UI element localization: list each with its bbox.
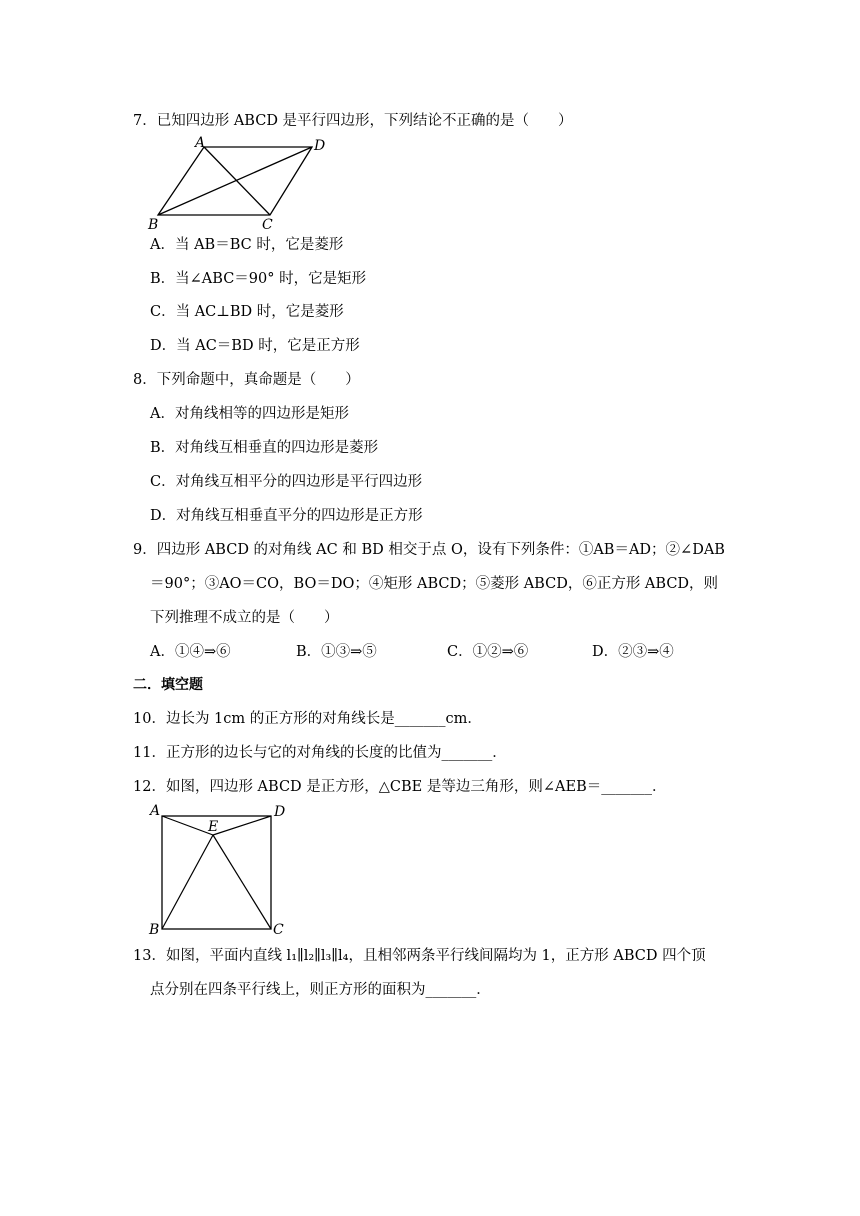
label-a: A — [150, 803, 161, 819]
label-e: E — [208, 819, 219, 835]
q9-option-d: D．②③⇒④ — [592, 644, 674, 660]
label-c: C — [262, 217, 273, 233]
label-d: D — [314, 138, 326, 154]
q7-option-d: D．当 AC＝BD 时，它是正方形 — [150, 338, 360, 354]
q11-stem: 11．正方形的边长与它的对角线的长度的比值为_______． — [133, 745, 507, 761]
segment-de — [213, 816, 271, 835]
q13-line-2: 点分别在四条平行线上，则正方形的面积为_______． — [150, 982, 491, 998]
label-a: A — [195, 135, 206, 151]
diagonal-ac — [204, 147, 270, 215]
q7-option-c: C．当 AC⊥BD 时，它是菱形 — [150, 304, 344, 320]
q7-option-b: B．当∠ABC＝90° 时，它是矩形 — [150, 271, 367, 287]
q8-option-b: B．对角线互相垂直的四边形是菱形 — [150, 440, 379, 456]
label-b: B — [148, 217, 159, 233]
q9-option-a: A．①④⇒⑥ — [150, 644, 231, 660]
label-b: B — [149, 922, 160, 938]
segment-ce — [213, 835, 271, 929]
q10-stem: 10．边长为 1cm 的正方形的对角线长是_______cm． — [133, 711, 482, 727]
q9-line-2: ＝90°；③AO＝CO，BO＝DO；④矩形 ABCD；⑤菱形 ABCD，⑥正方形 ABCD，则 — [150, 576, 719, 592]
q8-option-d: D．对角线互相垂直平分的四边形是正方形 — [150, 508, 423, 524]
label-d: D — [274, 804, 286, 820]
label-c: C — [273, 922, 284, 938]
square-figure — [145, 800, 305, 940]
q9-option-b: B．①③⇒⑤ — [296, 644, 377, 660]
segment-ae — [162, 816, 213, 835]
q13-line-1: 13．如图，平面内直线 l₁∥l₂∥l₃∥l₄，且相邻两条平行线间隔均为 1，正方形 ABCD 四个顶 — [133, 948, 706, 964]
q7-stem: 7．已知四边形 ABCD 是平行四边形，下列结论不正确的是（ ） — [133, 113, 573, 129]
parallelogram-figure — [145, 135, 345, 235]
segment-be — [162, 835, 213, 929]
q9-option-c: C．①②⇒⑥ — [447, 644, 529, 660]
q8-option-a: A．对角线相等的四边形是矩形 — [150, 406, 349, 422]
q7-option-a: A．当 AB＝BC 时，它是菱形 — [150, 237, 344, 253]
q9-line-3: 下列推理不成立的是（ ） — [150, 610, 339, 626]
q8-option-c: C．对角线互相平分的四边形是平行四边形 — [150, 474, 423, 490]
q9-line-1: 9．四边形 ABCD 的对角线 AC 和 BD 相交于点 O，设有下列条件：①AB＝AD；②∠DAB — [133, 542, 725, 558]
q8-stem: 8．下列命题中，真命题是（ ） — [133, 372, 360, 388]
section-heading-fill-in: 二．填空题 — [133, 677, 203, 693]
q12-stem: 12．如图，四边形 ABCD 是正方形，△CBE 是等边三角形，则∠AEB＝_______． — [133, 779, 667, 795]
